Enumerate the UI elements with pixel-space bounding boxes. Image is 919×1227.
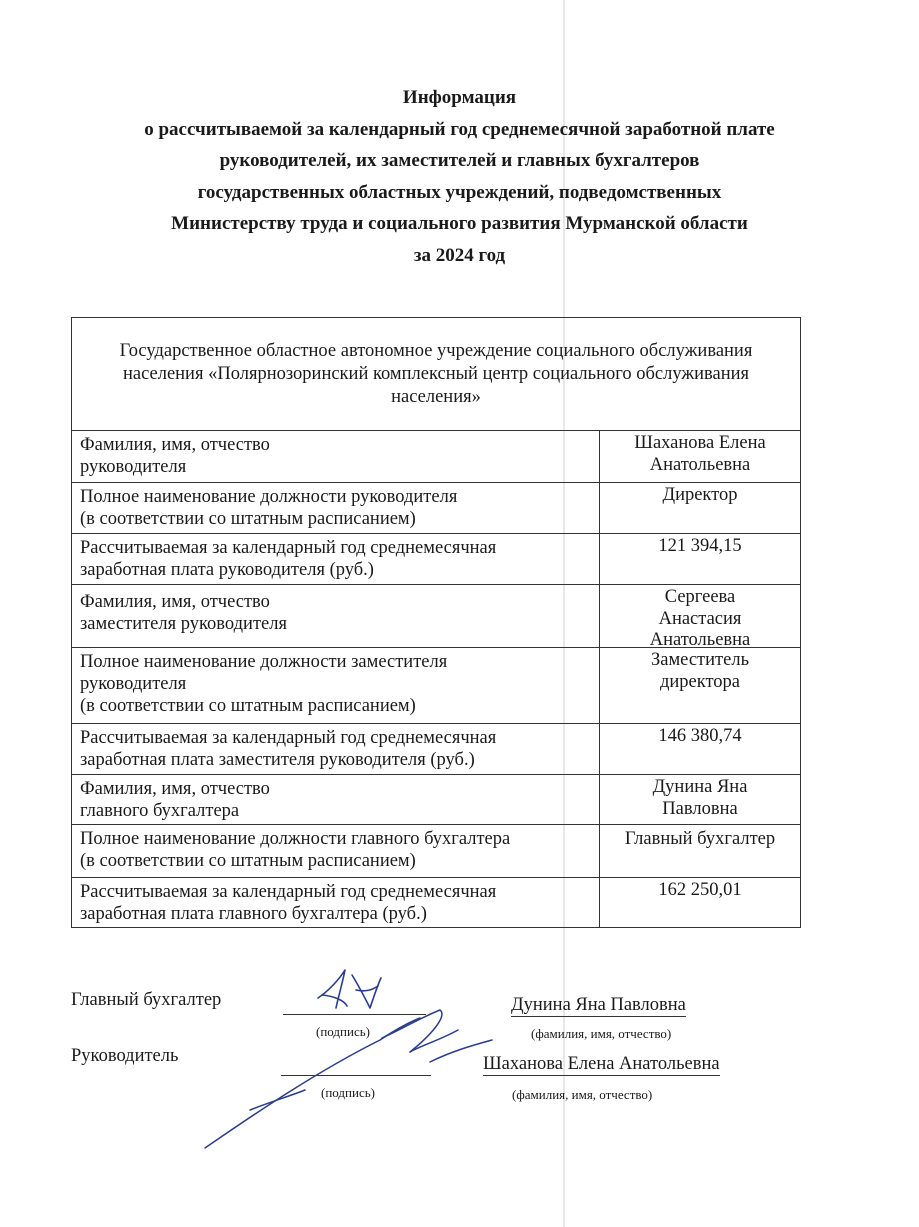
header-line: руководителей, их заместителей и главных бухгалтеров [219, 150, 700, 171]
signature-caption: (подпись) [316, 1024, 370, 1039]
director-name: Шаханова Елена Анатольевна [483, 1054, 720, 1074]
header-line: Министерству труда и социального развития Мурманской области [171, 213, 748, 234]
row-label: Полное наименование должности главного бухгалтера (в соответствии со штатным расписанием) [72, 825, 600, 877]
organization-name: Государственное областное автономное учреждение социального обслуживания населения «Полярнозоринский комплексный центр социального обслуживания населения» [72, 318, 800, 431]
row-label: Рассчитываемая за календарный год среднемесячная заработная плата заместителя руководителя (руб.) [72, 724, 600, 774]
row-label: Рассчитываемая за календарный год среднемесячная заработная плата главного бухгалтера (руб.) [72, 878, 600, 927]
header-line: за 2024 год [413, 244, 506, 266]
row-label: Фамилия, имя, отчество заместителя руководителя [72, 585, 600, 647]
row-label: Рассчитываемая за календарный год среднемесячная заработная плата руководителя (руб.) [72, 534, 600, 584]
row-value: Главный бухгалтер [624, 829, 776, 849]
chief-accountant-signature [318, 970, 381, 1008]
row-value: Заместитель директора [650, 650, 750, 692]
row-value: Дунина Яна Павловна [652, 777, 748, 819]
row-value: Сергеева Анастасия Анатольевна [649, 587, 751, 650]
row-value: 162 250,01 [658, 880, 742, 900]
director-signature [205, 1010, 492, 1148]
name-caption: (фамилия, имя, отчество) [531, 1026, 672, 1041]
header-line: о рассчитываемой за календарный год среднемесячной заработной плате [144, 118, 775, 140]
director-role: Руководитель [71, 1046, 179, 1066]
row-label: Фамилия, имя, отчество главного бухгалтера [72, 775, 600, 824]
chief-accountant-name: Дунина Яна Павловна [511, 995, 686, 1015]
row-value: 146 380,74 [658, 726, 742, 746]
row-label: Полное наименование должности заместителя руководителя (в соответствии со штатным расписанием) [72, 648, 600, 723]
header-line: государственных областных учреждений, подведомственных [197, 181, 722, 203]
chief-accountant-role: Главный бухгалтер [71, 990, 222, 1010]
header-line: Информация [402, 87, 517, 108]
row-value: Директор [662, 485, 738, 505]
row-value: 121 394,15 [658, 536, 742, 556]
name-caption: (фамилия, имя, отчество) [512, 1087, 653, 1102]
signature-caption: (подпись) [321, 1085, 375, 1100]
row-value: Шаханова Елена Анатольевна [634, 433, 766, 475]
row-label: Фамилия, имя, отчество руководителя [72, 431, 600, 482]
row-label: Полное наименование должности руководителя (в соответствии со штатным расписанием) [72, 483, 600, 533]
